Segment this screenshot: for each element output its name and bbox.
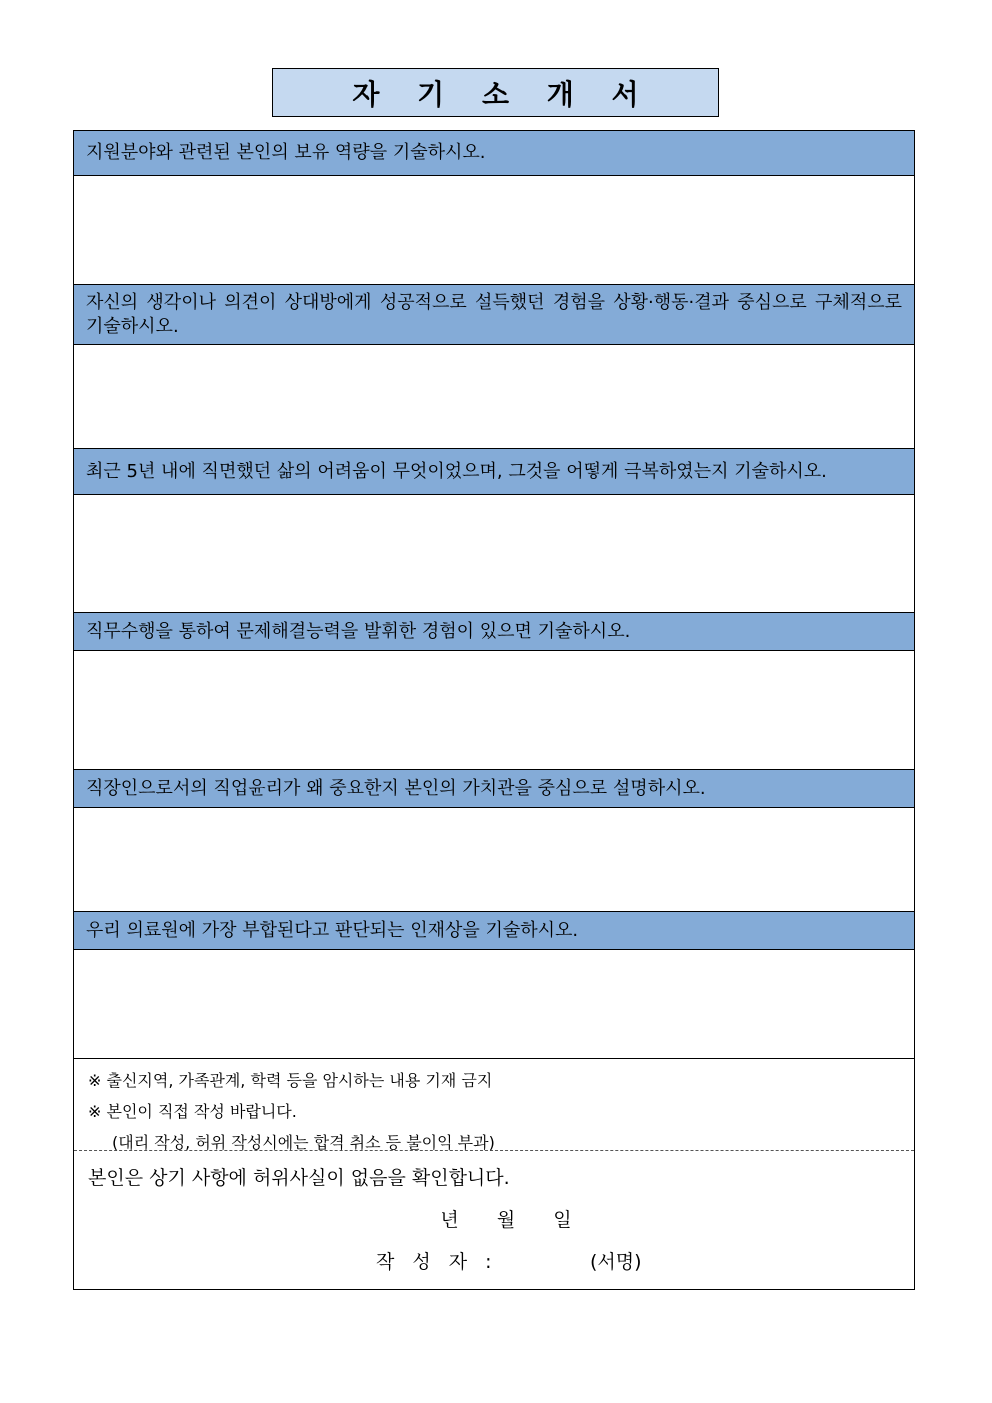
- notice-line-2: ※ 본인이 직접 작성 바랍니다.: [88, 1102, 297, 1121]
- year-label[interactable]: 년: [440, 1209, 459, 1231]
- question-header-5: [74, 770, 914, 808]
- writer-label: 작 성 자 :: [376, 1251, 498, 1273]
- question-text: 우리 의료원에 가장 부합된다고 판단되는 인재상을 기술하시오.: [86, 919, 579, 941]
- answer-area-4[interactable]: [74, 651, 914, 770]
- question-text: 직무수행을 통하여 문제해결능력을 발휘한 경험이 있으면 기술하시오.: [86, 620, 631, 642]
- answer-area-1[interactable]: [74, 176, 914, 285]
- document-title: [272, 68, 719, 117]
- question-header-4: [74, 613, 914, 651]
- notice-section: [74, 1059, 914, 1151]
- question-header-2: [74, 285, 914, 345]
- answer-area-6[interactable]: [74, 950, 914, 1059]
- confirmation-statement: 본인은 상기 사항에 허위사실이 없음을 확인합니다.: [88, 1167, 510, 1189]
- question-header-1: [74, 131, 914, 176]
- notice-line-1: ※ 출신지역, 가족관계, 학력 등을 암시하는 내용 기재 금지: [88, 1071, 493, 1090]
- answer-area-3[interactable]: [74, 495, 914, 613]
- answer-area-2[interactable]: [74, 345, 914, 449]
- date-line: [74, 1205, 914, 1232]
- document-title-text: 자 기 소 개 서: [352, 77, 653, 111]
- confirmation-section: [74, 1151, 914, 1289]
- question-header-3: [74, 449, 914, 495]
- month-label[interactable]: 월: [496, 1209, 516, 1231]
- question-text: 자신의 생각이나 의견이 상대방에게 성공적으로 설득했던 경험을 상황·행동·결과 중심으로 구체적으로 기술하시오.: [86, 291, 902, 337]
- question-text: 지원분야와 관련된 본인의 보유 역량을 기술하시오.: [86, 142, 486, 163]
- question-text: 최근 5년 내에 직면했던 삶의 어려움이 무엇이었으며, 그것을 어떻게 극복하였는지 기술하시오.: [86, 460, 827, 482]
- answer-area-5[interactable]: [74, 808, 914, 912]
- signature-field[interactable]: (서명): [590, 1251, 642, 1273]
- notice-line-3: (대리 작성, 허위 작성시에는 합격 취소 등 불이익 부과): [112, 1133, 495, 1152]
- day-label[interactable]: 일: [553, 1209, 572, 1231]
- question-text: 직장인으로서의 직업윤리가 왜 중요한지 본인의 가치관을 중심으로 설명하시오.: [86, 777, 706, 799]
- question-header-6: [74, 912, 914, 950]
- essay-form: [73, 130, 915, 1290]
